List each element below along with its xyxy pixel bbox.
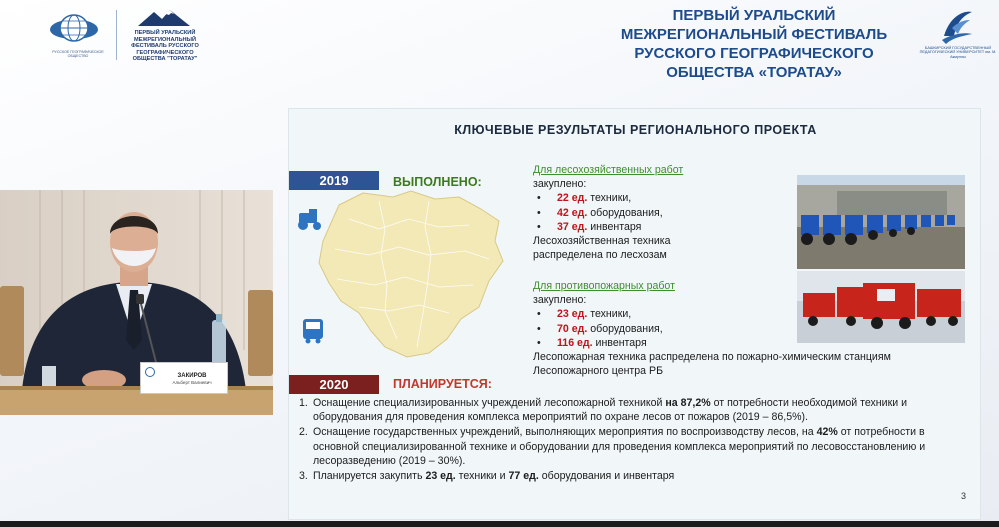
bottom-strip: [0, 521, 999, 527]
globe-emblem-icon: [46, 8, 102, 48]
fire-note-line2: Лесопожарного центра РБ: [533, 365, 664, 378]
university-emblem-icon: [940, 6, 974, 44]
fire-trucks-image: [797, 271, 965, 343]
nameplate-firstname: Альберт Валиевич: [172, 380, 212, 385]
status-plan-label: ПЛАНИРУЕТСЯ:: [393, 377, 492, 391]
list-item: • 22 ед. техники,: [533, 191, 733, 205]
nameplate-surname: ЗАКИРОВ: [177, 373, 207, 379]
year-badge-2020: 2020: [289, 375, 379, 394]
region-map: [289, 189, 521, 367]
fire-note-line1: Лесопожарная техника распределена по пожарно-химическим станциям: [533, 351, 891, 364]
toratau-caption: ПЕРВЫЙ УРАЛЬСКИЙ МЕЖРЕГИОНАЛЬНЫЙ ФЕСТИВАЛЬ РУССКОГО ГЕОГРАФИЧЕСКОГО ОБЩЕСТВА "ТОРАТАУ": [131, 30, 199, 63]
plan-list: [299, 396, 969, 484]
list-item: • 116 ед. инвентаря: [533, 336, 953, 350]
list-item: • 42 ед. оборудования,: [533, 206, 733, 220]
forest-purchased-label: закуплено:: [533, 178, 587, 191]
list-item: • 23 ед. техники,: [533, 307, 953, 321]
status-done-label: ВЫПОЛНЕНО:: [393, 175, 482, 189]
list-item: • 70 ед. оборудования,: [533, 322, 953, 336]
presentation-slide: [288, 108, 981, 520]
list-item: • 37 ед. инвентаря: [533, 220, 733, 234]
plan-item-2: 2. Оснащение государственных учреждений, выполняющих мероприятия по воспроизводству лесов, на 42% от потребности в основной специализированной технике и оборудовании для проведения комплекса мероприятий по лесовосстановлению и лесоразведению (2019 – 30%).: [299, 426, 926, 467]
festival-title: ПЕРВЫЙ УРАЛЬСКИЙ МЕЖРЕГИОНАЛЬНЫЙ ФЕСТИВАЛЬ РУССКОГО ГЕОГРАФИЧЕСКОГО ОБЩЕСТВА «ТОРАТАУ»: [620, 7, 888, 81]
bashkortostan-map-icon: [289, 189, 521, 367]
rgo-logo: [46, 8, 110, 66]
nameplate-logo-icon: [145, 367, 155, 377]
forest-items-list: [533, 191, 733, 234]
plan-item-1: 1. Оснащение специализированных учреждений лесопожарной техникой на 87,2% от потребности необходимой техники и оборудования для проведения комплекса мероприятий по охране лесов от пожаров (2019 – 86,5%).: [299, 397, 907, 424]
tractors-photo: [797, 175, 965, 269]
forest-works-block: [533, 163, 733, 262]
fire-trucks-photo: [797, 271, 965, 343]
fire-purchased-label: закуплено:: [533, 294, 587, 307]
plan-item-3: 3. Планируется закупить 23 ед. техники и 77 ед. оборудования и инвентаря: [299, 470, 675, 483]
tractor-icon: [298, 209, 321, 230]
speaker-video[interactable]: [0, 190, 273, 415]
slide-title: КЛЮЧЕВЫЕ РЕЗУЛЬТАТЫ РЕГИОНАЛЬНОГО ПРОЕКТА: [454, 123, 817, 137]
bsu-caption: БАШКИРСКИЙ ГОСУДАРСТВЕННЫЙ ПЕДАГОГИЧЕСКИЙ УНИВЕРСИТЕТ им. М. Акмуллы: [919, 46, 997, 59]
tractors-image: [797, 175, 965, 269]
speaker-nameplate: [140, 362, 228, 394]
toratau-logo: [122, 8, 208, 66]
forest-note: Лесохозяйственная техника распределена по лесхозам: [533, 235, 671, 262]
fire-works-heading: Для противопожарных работ: [533, 280, 675, 292]
page-header: [0, 0, 999, 81]
mountain-icon: [136, 8, 192, 28]
header-divider: [116, 10, 117, 60]
bsu-logo: [918, 6, 998, 68]
rgo-caption: РУССКОЕ ГЕОГРАФИЧЕСКОЕ ОБЩЕСТВО: [52, 50, 104, 59]
year-badge-2019: 2019: [289, 171, 379, 190]
fire-truck-icon: [303, 319, 323, 344]
slide-page-number: 3: [961, 491, 967, 501]
speaker-video-frame: [0, 190, 273, 415]
forest-works-heading: Для лесохозяйственных работ: [533, 164, 684, 176]
